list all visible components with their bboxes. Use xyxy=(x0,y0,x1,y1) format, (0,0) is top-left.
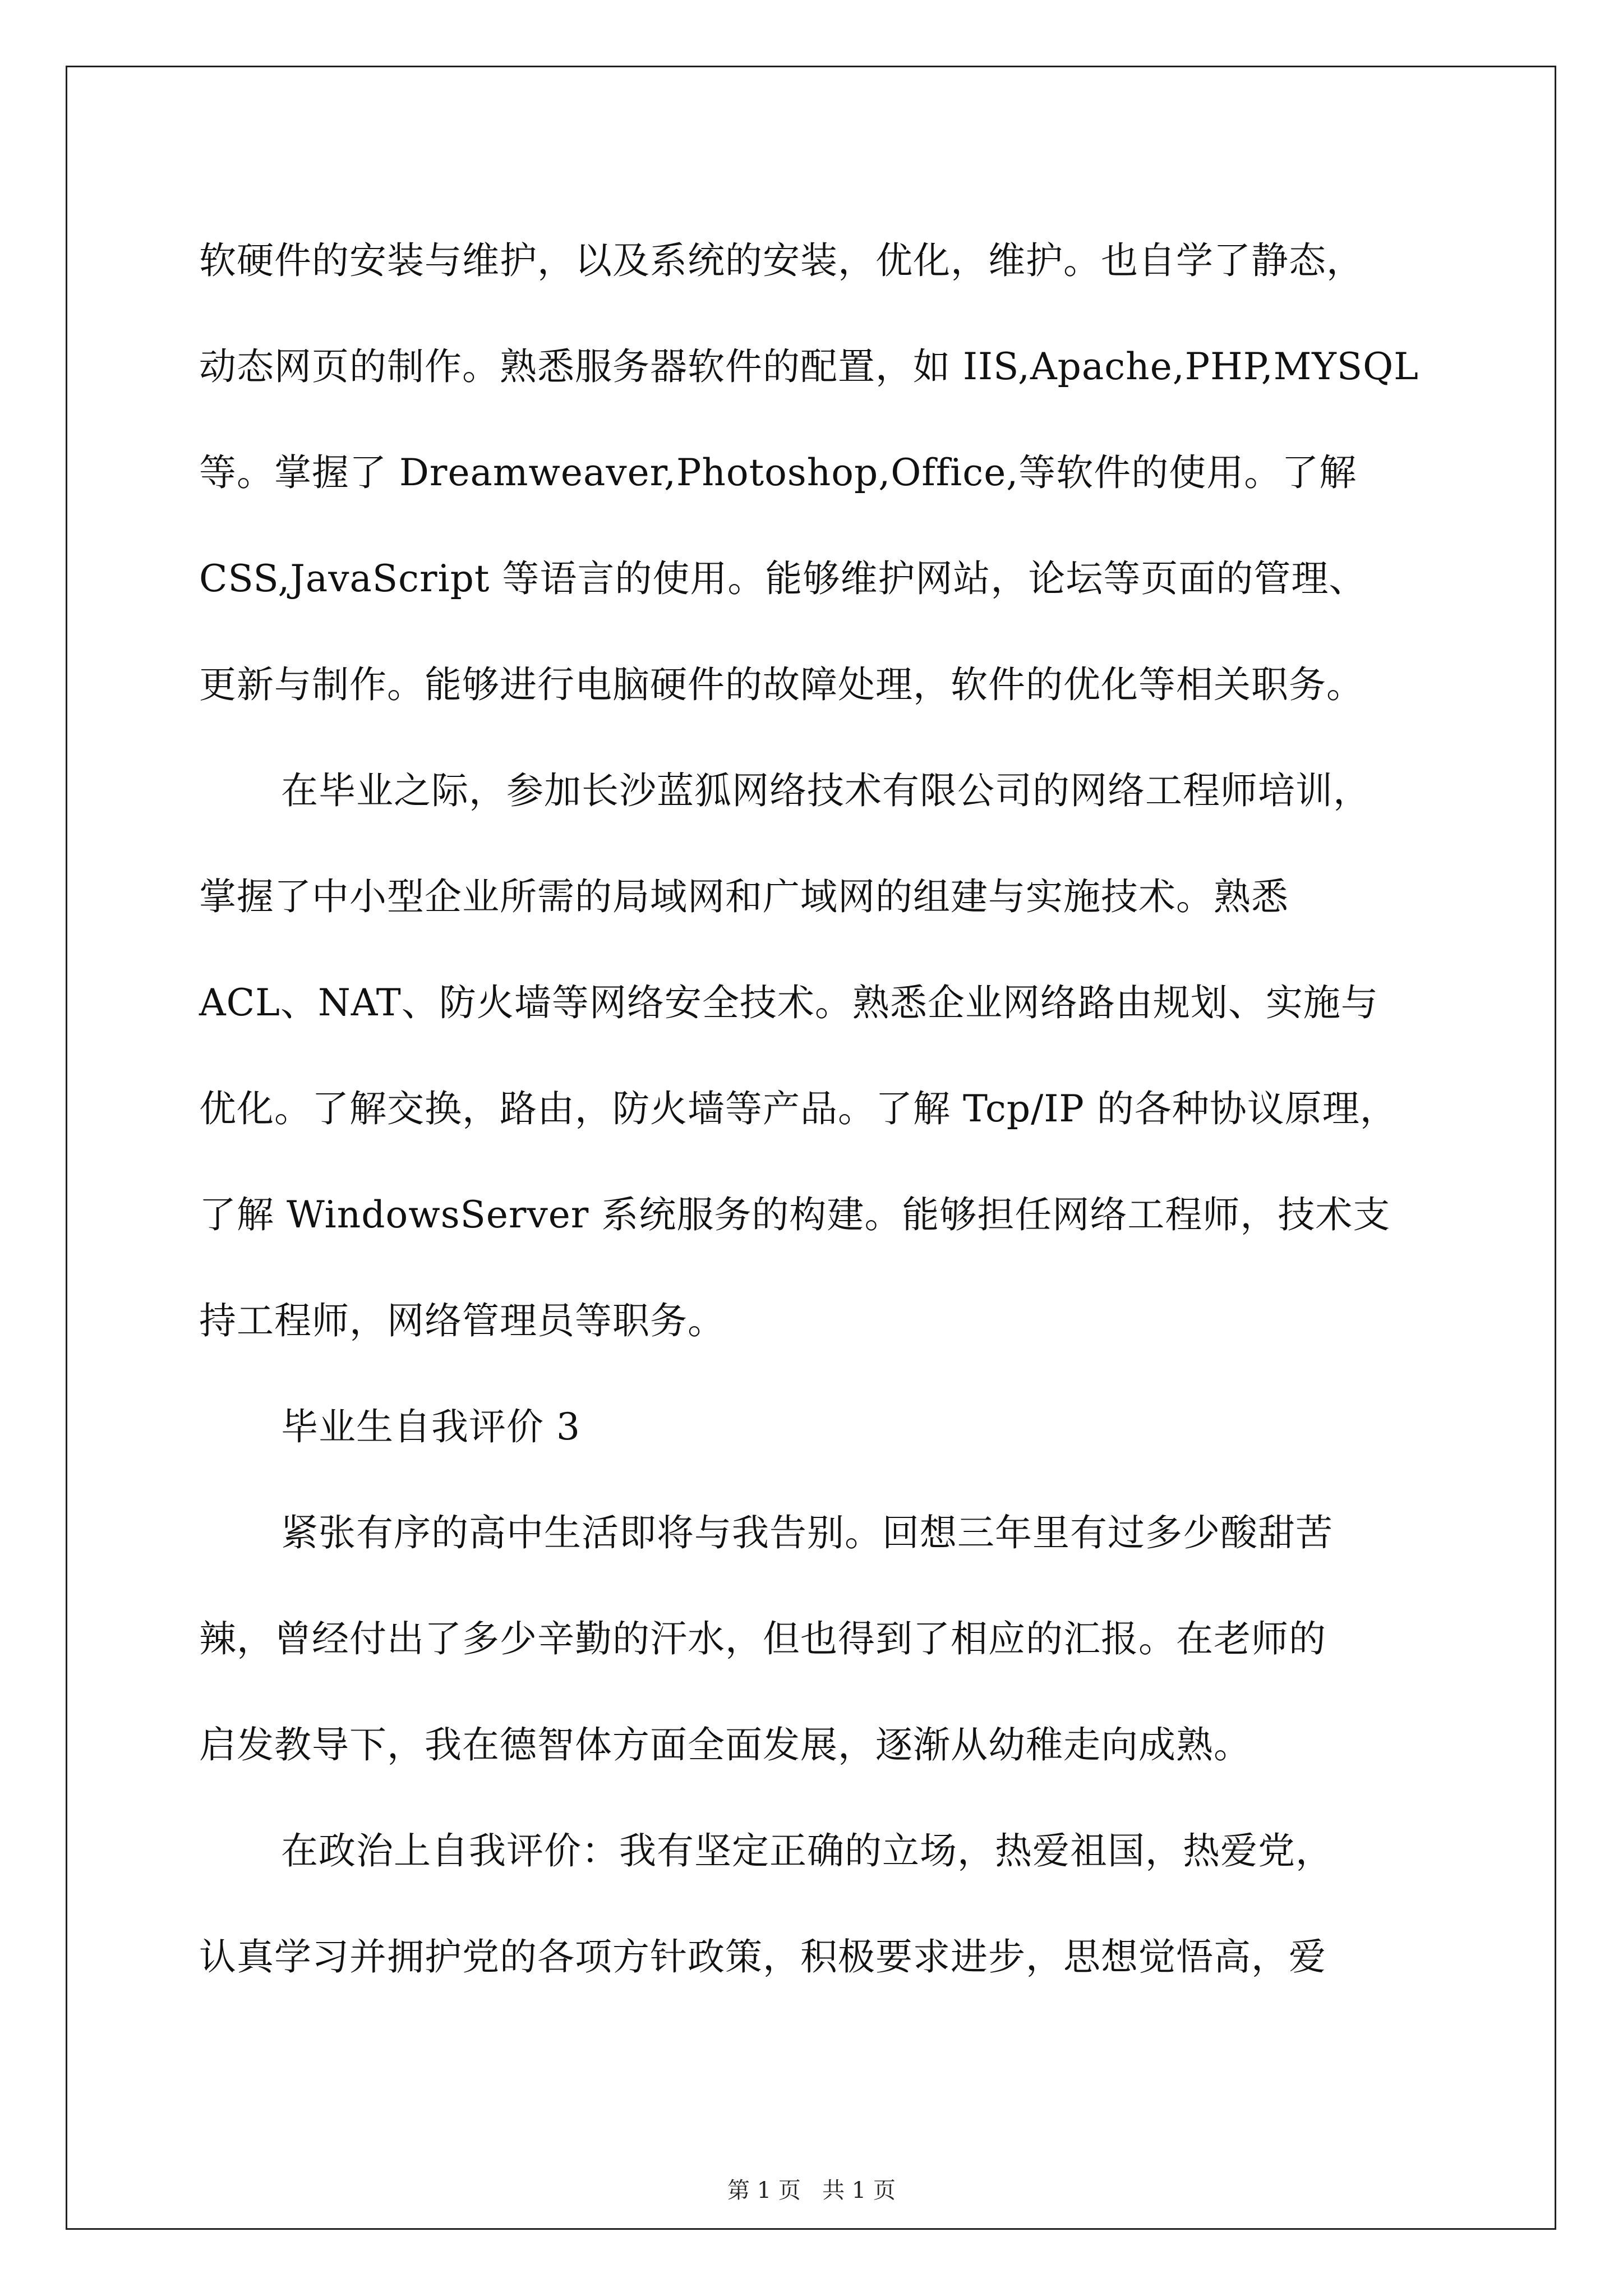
text-line: 更新与制作。能够进行电脑硬件的故障处理，软件的优化等相关职务。 xyxy=(199,663,1364,706)
text-line: 认真学习并拥护党的各项方针政策，积极要求进步，思想觉悟高，爱 xyxy=(199,1935,1326,1978)
text-line: 等。掌握了 Dreamweaver,Photoshop,Office,等软件的使用。了解 xyxy=(199,451,1357,494)
text-line: 优化。了解交换，路由，防火墙等产品。了解 Tcp/IP 的各种协议原理， xyxy=(199,1087,1398,1130)
text-line: ACL、NAT、防火墙等网络安全技术。熟悉企业网络路由规划、实施与 xyxy=(199,981,1378,1024)
page-number: 第 1 页 xyxy=(727,2178,801,2203)
text-line: 紧张有序的高中生活即将与我告别。回想三年里有过多少酸甜苦 xyxy=(281,1511,1333,1554)
text-line: 动态网页的制作。熟悉服务器软件的配置，如 IIS,Apache,PHP,MYSQL xyxy=(199,345,1419,388)
text-line: 启发教导下，我在德智体方面全面发展，逐渐从幼稚走向成熟。 xyxy=(199,1723,1251,1766)
text-line: 掌握了中小型企业所需的局域网和广域网的组建与实施技术。熟悉 xyxy=(199,875,1289,918)
text-line: 软硬件的安装与维护，以及系统的安装，优化，维护。也自学了静态， xyxy=(199,239,1364,282)
text-line: 辣，曾经付出了多少辛勤的汗水，但也得到了相应的汇报。在老师的 xyxy=(199,1617,1326,1660)
text-line: 了解 WindowsServer 系统服务的构建。能够担任网络工程师，技术支 xyxy=(199,1193,1391,1236)
text-line: 持工程师，网络管理员等职务。 xyxy=(199,1299,725,1342)
section-heading: 毕业生自我评价 3 xyxy=(281,1405,580,1448)
page-total: 共 1 页 xyxy=(822,2178,896,2203)
text-line: CSS,JavaScript 等语言的使用。能够维护网站，论坛等页面的管理、 xyxy=(199,557,1367,600)
page-footer xyxy=(0,2177,1623,2205)
text-line: 在政治上自我评价：我有坚定正确的立场，热爱祖国，热爱党， xyxy=(281,1829,1333,1872)
text-line: 在毕业之际，参加长沙蓝狐网络技术有限公司的网络工程师培训， xyxy=(281,769,1371,812)
document-body xyxy=(199,208,1455,2010)
